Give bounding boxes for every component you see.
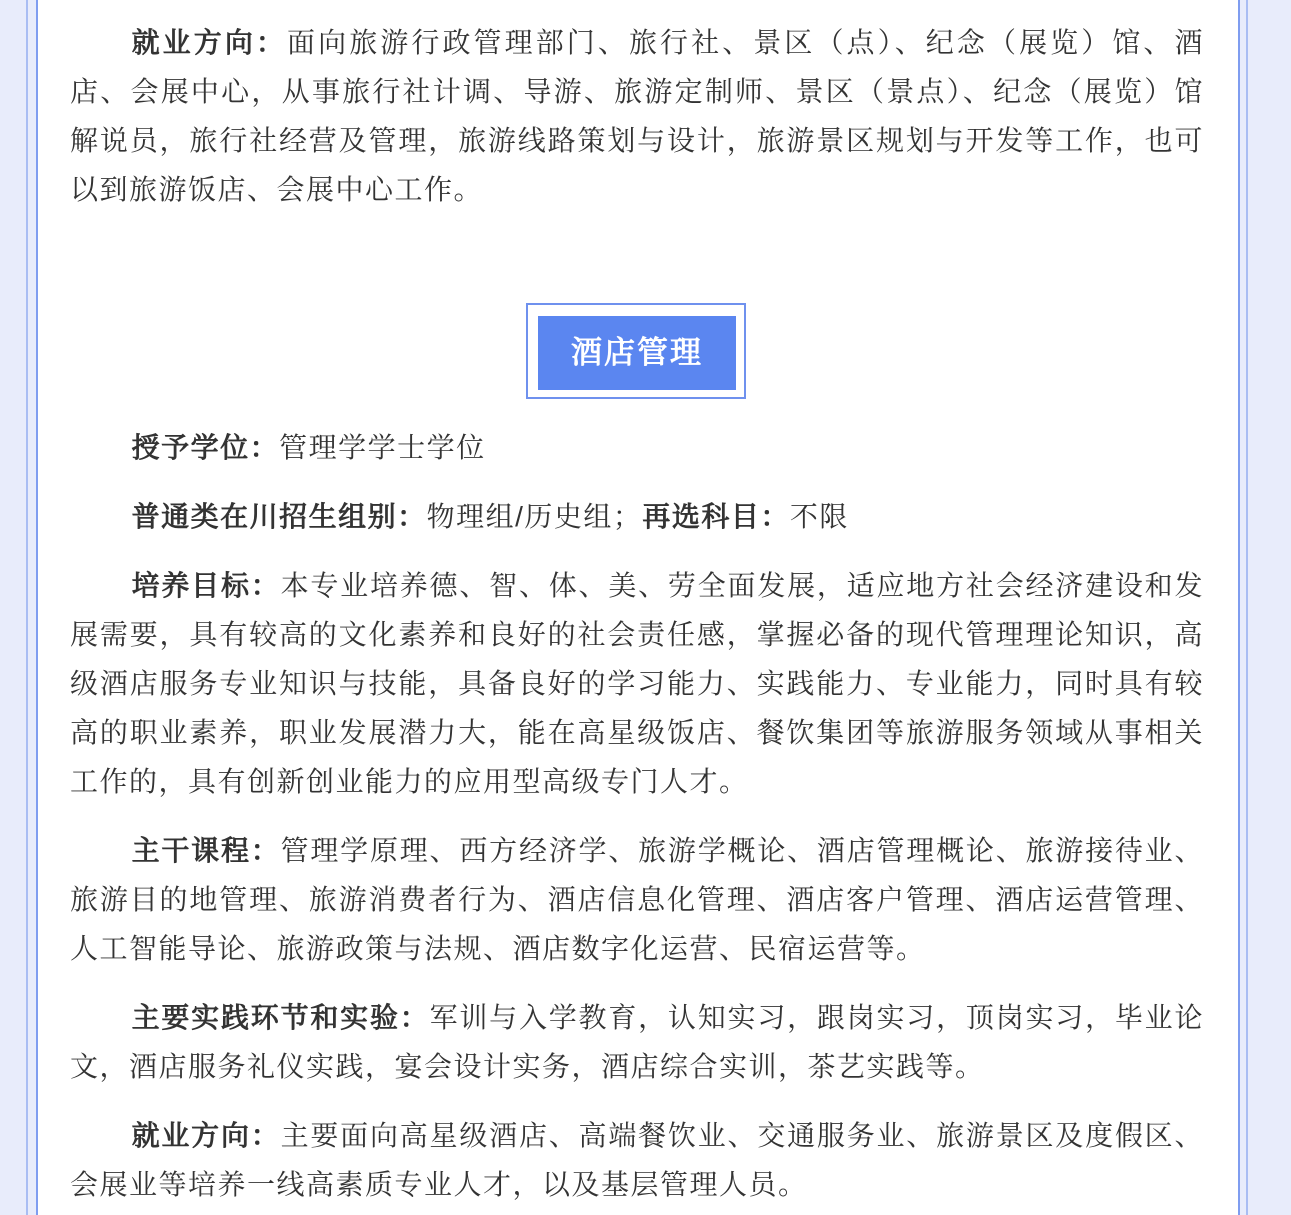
section-heading: 酒店管理 xyxy=(538,316,736,390)
hotel-management-section xyxy=(70,423,1204,1209)
employment-label: 就业方向： xyxy=(131,27,288,58)
courses-paragraph xyxy=(70,826,1204,973)
employment-paragraph xyxy=(70,18,1204,214)
courses-text: 管理学原理、西方经济学、旅游学概论、酒店管理概论、旅游接待业、旅游目的地管理、旅游消费者行为、酒店信息化管理、酒店客户管理、酒店运营管理、人工智能导论、旅游政策与法规、酒店数字化运营、民宿运营等。 xyxy=(70,835,1204,964)
right-decorative-line xyxy=(1246,0,1248,1215)
employment-text-hotel: 主要面向高星级酒店、高端餐饮业、交通服务业、旅游景区及度假区、会展业等培养一线高素质专业人才，以及基层管理人员。 xyxy=(70,1120,1204,1200)
section-heading-box xyxy=(526,303,746,399)
practice-label: 主要实践环节和实验： xyxy=(131,1002,430,1033)
group-text: 物理组/历史组； xyxy=(426,501,643,532)
employment-text: 面向旅游行政管理部门、旅行社、景区（点）、纪念（展览）馆、酒店、会展中心，从事旅行社计调、导游、旅游定制师、景区（景点）、纪念（展览）馆解说员，旅行社经营及管理，旅游线路策划与设计，旅游景区规划与开发等工作，也可以到旅游饭店、会展中心工作。 xyxy=(70,27,1204,205)
degree-paragraph xyxy=(70,423,1204,472)
goal-label: 培养目标： xyxy=(131,570,281,601)
goal-paragraph xyxy=(70,561,1204,806)
subject-label: 再选科目： xyxy=(642,501,790,532)
practice-paragraph xyxy=(70,993,1204,1091)
enrollment-group-paragraph xyxy=(70,492,1204,541)
left-decorative-line xyxy=(26,0,28,1215)
employment-label-hotel: 就业方向： xyxy=(131,1120,281,1151)
tourism-employment-section xyxy=(70,18,1204,214)
group-label: 普通类在川招生组别： xyxy=(131,501,427,532)
degree-text: 管理学学士学位 xyxy=(279,432,486,463)
courses-label: 主干课程： xyxy=(131,835,281,866)
subject-text: 不限 xyxy=(789,501,849,532)
degree-label: 授予学位： xyxy=(131,432,280,463)
employment-paragraph-hotel xyxy=(70,1111,1204,1209)
practice-text: 军训与入学教育，认知实习，跟岗实习，顶岗实习，毕业论文，酒店服务礼仪实践，宴会设计实务，酒店综合实训，茶艺实践等。 xyxy=(70,1002,1204,1082)
goal-text: 本专业培养德、智、体、美、劳全面发展，适应地方社会经济建设和发展需要，具有较高的文化素养和良好的社会责任感，掌握必备的现代管理理论知识，高级酒店服务专业知识与技能，具备良好的学习能力、实践能力、专业能力，同时具有较高的职业素养，职业发展潜力大，能在高星级饭店、餐饮集团等旅游服务领域从事相关工作的，具有创新创业能力的应用型高级专门人才。 xyxy=(70,570,1204,797)
